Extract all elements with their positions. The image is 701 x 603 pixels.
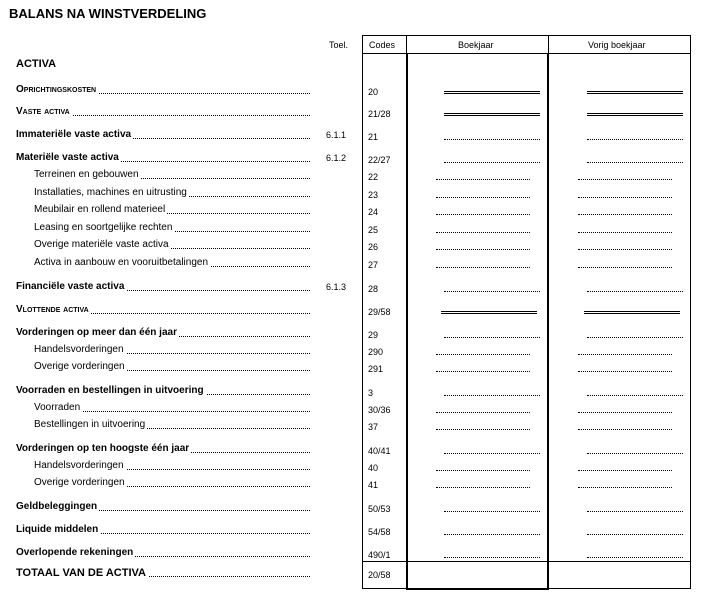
table-row bbox=[0, 459, 701, 473]
row-label: Voorraden en bestellingen in uitvoering bbox=[16, 384, 310, 398]
header-vorig-boekjaar: Vorig boekjaar bbox=[588, 40, 646, 50]
boekjaar-entry-line[interactable] bbox=[444, 395, 540, 396]
total-label: TOTAAL VAN DE ACTIVA bbox=[16, 566, 310, 580]
table-row bbox=[0, 418, 701, 432]
boekjaar-entry-line[interactable] bbox=[436, 487, 530, 488]
total-separator bbox=[362, 561, 691, 562]
row-label: Vlottende activa bbox=[16, 303, 310, 317]
boekjaar-entry-line[interactable] bbox=[444, 91, 540, 94]
header-boekjaar: Boekjaar bbox=[458, 40, 494, 50]
row-code: 21/28 bbox=[368, 109, 391, 119]
table-row bbox=[0, 168, 701, 182]
row-label: Terreinen en gebouwen bbox=[34, 168, 310, 182]
table-row bbox=[0, 256, 701, 270]
vorig-boekjaar-entry-line[interactable] bbox=[578, 429, 672, 430]
table-row bbox=[0, 186, 701, 200]
boekjaar-entry-line[interactable] bbox=[436, 267, 530, 268]
vorig-boekjaar-entry-line[interactable] bbox=[578, 470, 672, 471]
header-bottom-border bbox=[362, 53, 691, 54]
row-label: Activa in aanbouw en vooruitbetalingen bbox=[34, 256, 310, 270]
vorig-boekjaar-entry-line[interactable] bbox=[578, 214, 672, 215]
row-code: 21 bbox=[368, 132, 379, 142]
table-row bbox=[0, 151, 701, 165]
boekjaar-entry-line[interactable] bbox=[436, 197, 530, 198]
boekjaar-entry-line[interactable] bbox=[441, 311, 537, 314]
table-row bbox=[0, 238, 701, 252]
boekjaar-entry-line[interactable] bbox=[444, 337, 540, 338]
boekjaar-entry-line[interactable] bbox=[444, 453, 540, 454]
row-code: 29/58 bbox=[368, 307, 391, 317]
header-codes: Codes bbox=[369, 40, 396, 50]
row-label: Overige materiële vaste activa bbox=[34, 238, 310, 252]
table-top-border bbox=[362, 35, 691, 36]
row-label: Bestellingen in uitvoering bbox=[34, 418, 310, 432]
vorig-boekjaar-entry-line[interactable] bbox=[578, 354, 672, 355]
row-code: 23 bbox=[368, 190, 379, 200]
vorig-boekjaar-entry-line[interactable] bbox=[578, 197, 672, 198]
vorig-boekjaar-entry-line[interactable] bbox=[587, 511, 683, 512]
boekjaar-header-left-border bbox=[406, 35, 407, 54]
vorig-boekjaar-entry-line[interactable] bbox=[578, 412, 672, 413]
boekjaar-entry-line[interactable] bbox=[436, 179, 530, 180]
row-code: 22 bbox=[368, 172, 379, 182]
vorig-header-left-border bbox=[548, 35, 549, 54]
table-row bbox=[0, 105, 701, 119]
row-label: Leasing en soortgelijke rechten bbox=[34, 221, 310, 235]
vorig-boekjaar-entry-line[interactable] bbox=[587, 291, 683, 292]
boekjaar-entry-line[interactable] bbox=[436, 354, 530, 355]
row-code: 24 bbox=[368, 207, 379, 217]
boekjaar-entry-line[interactable] bbox=[444, 113, 540, 116]
table-row bbox=[0, 343, 701, 357]
row-code: 490/1 bbox=[368, 550, 391, 560]
row-code: 20 bbox=[368, 87, 379, 97]
row-code: 29 bbox=[368, 330, 379, 340]
row-label: Liquide middelen bbox=[16, 523, 310, 537]
table-row bbox=[0, 303, 701, 317]
boekjaar-entry-line[interactable] bbox=[444, 534, 540, 535]
table-row bbox=[0, 128, 701, 142]
row-label: Materiële vaste activa bbox=[16, 151, 310, 165]
table-row bbox=[0, 476, 701, 490]
vorig-boekjaar-entry-line[interactable] bbox=[587, 91, 683, 94]
boekjaar-bottom-border bbox=[406, 588, 549, 590]
table-row bbox=[0, 280, 701, 294]
row-code: 37 bbox=[368, 422, 379, 432]
row-label: Voorraden bbox=[34, 401, 310, 415]
vorig-boekjaar-entry-line[interactable] bbox=[587, 534, 683, 535]
table-row bbox=[0, 360, 701, 374]
boekjaar-entry-line[interactable] bbox=[444, 162, 540, 163]
vorig-boekjaar-entry-line[interactable] bbox=[578, 232, 672, 233]
row-code: 40 bbox=[368, 463, 379, 473]
vorig-boekjaar-entry-line[interactable] bbox=[587, 139, 683, 140]
row-label: Handelsvorderingen bbox=[34, 343, 310, 357]
vorig-boekjaar-entry-line[interactable] bbox=[587, 337, 683, 338]
vorig-boekjaar-entry-line[interactable] bbox=[578, 249, 672, 250]
vorig-boekjaar-entry-line[interactable] bbox=[578, 371, 672, 372]
row-code: 50/53 bbox=[368, 504, 391, 514]
row-code: 26 bbox=[368, 242, 379, 252]
row-code: 30/36 bbox=[368, 405, 391, 415]
row-code: 25 bbox=[368, 225, 379, 235]
vorig-boekjaar-entry-line[interactable] bbox=[587, 557, 683, 558]
boekjaar-entry-line[interactable] bbox=[436, 371, 530, 372]
row-code: 291 bbox=[368, 364, 384, 374]
table-row bbox=[0, 401, 701, 415]
table-row bbox=[0, 500, 701, 514]
vorig-boekjaar-entry-line[interactable] bbox=[587, 453, 683, 454]
row-label: Overige vorderingen bbox=[34, 360, 310, 374]
row-label: Vaste activa bbox=[16, 105, 310, 119]
boekjaar-entry-line[interactable] bbox=[436, 232, 530, 233]
row-code: 290 bbox=[368, 347, 384, 357]
boekjaar-entry-line[interactable] bbox=[436, 470, 530, 471]
table-row bbox=[0, 326, 701, 340]
table-row bbox=[0, 384, 701, 398]
row-code: 3 bbox=[368, 388, 374, 398]
vorig-boekjaar-entry-line[interactable] bbox=[578, 487, 672, 488]
vorig-boekjaar-entry-line[interactable] bbox=[584, 311, 680, 314]
row-code: 40/41 bbox=[368, 446, 391, 456]
row-code: 41 bbox=[368, 480, 379, 490]
row-code: 54/58 bbox=[368, 527, 391, 537]
boekjaar-entry-line[interactable] bbox=[444, 139, 540, 140]
row-label: Overlopende rekeningen bbox=[16, 546, 310, 560]
table-row bbox=[0, 523, 701, 537]
row-toel: 6.1.3 bbox=[326, 282, 347, 292]
header-toel: Toel. bbox=[329, 40, 349, 50]
row-label: Financiële vaste activa bbox=[16, 280, 310, 294]
vorig-boekjaar-entry-line[interactable] bbox=[578, 179, 672, 180]
vorig-boekjaar-entry-line[interactable] bbox=[587, 162, 683, 163]
row-label: Vorderingen op ten hoogste één jaar bbox=[16, 442, 310, 456]
row-label: Installaties, machines en uitrusting bbox=[34, 186, 310, 200]
boekjaar-entry-line[interactable] bbox=[444, 557, 540, 558]
row-label: Immateriële vaste activa bbox=[16, 128, 310, 142]
boekjaar-entry-line[interactable] bbox=[436, 412, 530, 413]
total-code: 20/58 bbox=[368, 570, 391, 580]
vorig-boekjaar-entry-line[interactable] bbox=[578, 267, 672, 268]
boekjaar-entry-line[interactable] bbox=[436, 249, 530, 250]
page-title: BALANS NA WINSTVERDELING bbox=[9, 6, 207, 21]
table-row bbox=[0, 546, 701, 560]
row-label: Geldbeleggingen bbox=[16, 500, 310, 514]
row-code: 22/27 bbox=[368, 155, 391, 165]
boekjaar-entry-line[interactable] bbox=[444, 291, 540, 292]
section-heading: ACTIVA bbox=[16, 58, 57, 70]
row-toel: 6.1.1 bbox=[326, 130, 347, 140]
table-row bbox=[0, 83, 701, 97]
row-label: Overige vorderingen bbox=[34, 476, 310, 490]
row-toel: 6.1.2 bbox=[326, 153, 347, 163]
table-row bbox=[0, 442, 701, 456]
row-label: Handelsvorderingen bbox=[34, 459, 310, 473]
boekjaar-entry-line[interactable] bbox=[436, 429, 530, 430]
vorig-boekjaar-entry-line[interactable] bbox=[587, 113, 683, 116]
row-label: Oprichtingskosten bbox=[16, 83, 310, 97]
vorig-boekjaar-entry-line[interactable] bbox=[587, 395, 683, 396]
row-code: 27 bbox=[368, 260, 379, 270]
boekjaar-entry-line[interactable] bbox=[436, 214, 530, 215]
row-code: 28 bbox=[368, 284, 379, 294]
boekjaar-entry-line[interactable] bbox=[444, 511, 540, 512]
table-row bbox=[0, 203, 701, 217]
row-label: Vorderingen op meer dan één jaar bbox=[16, 326, 310, 340]
row-label: Meubilair en rollend materieel bbox=[34, 203, 310, 217]
table-row bbox=[0, 221, 701, 235]
